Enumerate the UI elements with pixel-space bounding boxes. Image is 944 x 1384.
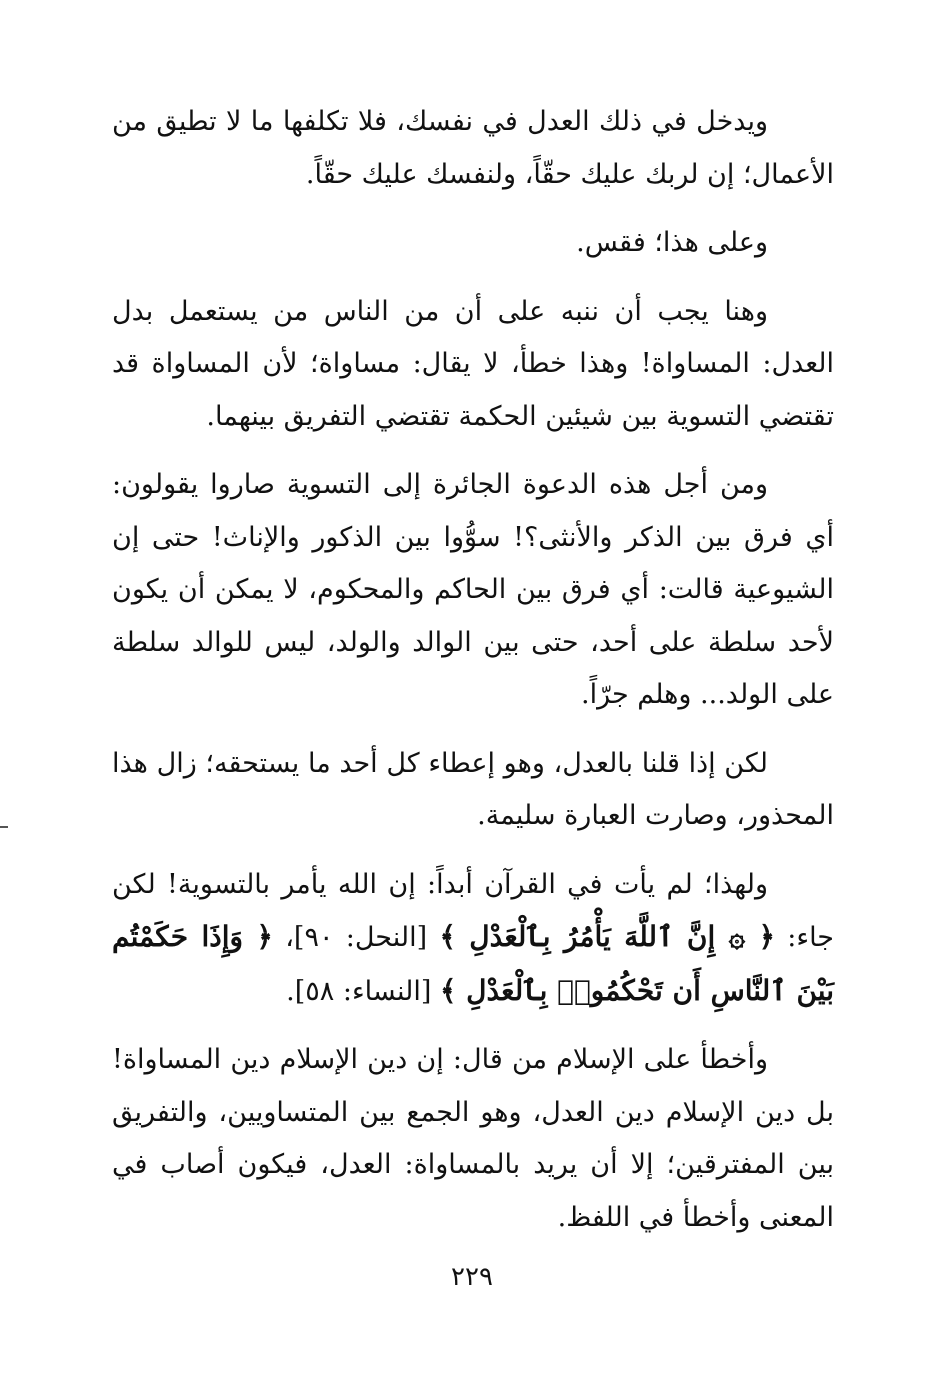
paragraph-text: ويدخل في ذلك العدل في نفسك، فلا تكلفها ما لا تطيق من الأعمال؛ إن لربك عليك حقّاً، ولنفسك عليك حقّاً. — [112, 106, 834, 190]
paragraph — [112, 286, 834, 444]
paragraph — [112, 859, 834, 1019]
quran-verse: ﴿ وَإِذَا حَكَمْتُم بَيْنَ ٱلنَّاسِ أَن تَحْكُمُوا۟ بِٱلْعَدْلِ ﴾ — [112, 920, 834, 1007]
paragraph — [112, 217, 834, 270]
paragraph-text: لكن إذا قلنا بالعدل، وهو إعطاء كل أحد ما يستحقه؛ زال هذا المحذور، وصارت العبارة سليمة. — [112, 747, 834, 831]
body-text — [112, 96, 834, 1260]
quran-verse: ﴿ ۞ إِنَّ ٱللَّهَ يَأْمُرُ بِٱلْعَدْلِ ﴾ — [439, 920, 775, 953]
page-number: ٢٢٩ — [451, 1262, 493, 1292]
paragraph-text: [النساء: ٥٨]. — [286, 975, 440, 1007]
paragraph-text: وهنا يجب أن ننبه على أن من الناس من يستعمل بدل العدل: المساواة! وهذا خطأ، لا يقال: مساواة؛ لأن المساواة قد تقتضي التسوية بين شيئين الحكمة تقتضي التفريق بينهما. — [112, 295, 834, 432]
paragraph — [112, 1034, 834, 1244]
paragraph-text: ومن أجل هذه الدعوة الجائرة إلى التسوية صاروا يقولون: أي فرق بين الذكر والأنثى؟! سوُّوا بين الذكور والإناث! حتى إن الشيوعية قالت: أي فرق بين الحاكم والمحكوم، لا يمكن أن يكون لأحد سلطة على أحد، حتى بين الوالد والولد، ليس للوالد سلطة على الولد... وهلم جرّاً. — [112, 469, 835, 710]
paragraph-text: [النحل: ٩٠]، — [272, 922, 440, 953]
paragraph-text: وأخطأ على الإسلام من قال: إن دين الإسلام دين المساواة! بل دين الإسلام دين العدل، وهو الجمع بين المتساويين، والتفريق بين المفترقين؛ إلا أن يريد بالمساواة: العدل، فيكون أصاب في المعنى وأخطأ في اللفظ. — [112, 1044, 835, 1233]
paragraph-text: وعلى هذا؛ فقس. — [576, 227, 768, 258]
paragraph-text: ولهذا؛ لم يأت في القرآن أبداً: إن الله يأمر بالتسوية! لكن جاء: — [112, 868, 834, 953]
paragraph — [112, 738, 834, 843]
scan-mark — [0, 826, 8, 828]
paragraph — [112, 459, 834, 722]
paragraph — [112, 96, 834, 201]
